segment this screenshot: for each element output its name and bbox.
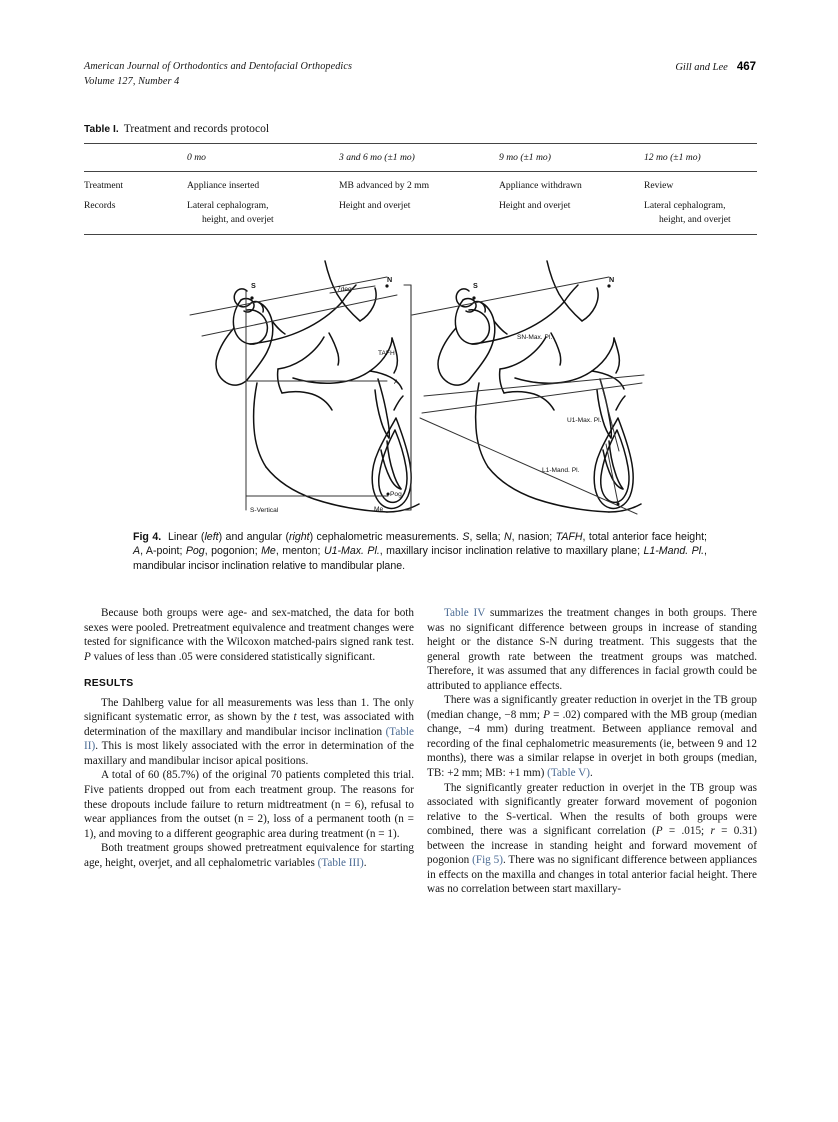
cell-treatment-0mo: Appliance inserted (187, 180, 260, 192)
text-dahlberg-a: The Dahlberg value for all measurements was less than 1. The only significant systematic error, as shown by the (84, 696, 414, 724)
journal-title: American Journal of Orthodontics and Dentofacial Orthopedics (84, 61, 353, 72)
label-S-right: S (473, 281, 478, 290)
sn-line-left (190, 277, 387, 315)
table-row (84, 192, 757, 233)
paragraph-overjet-reduction (427, 693, 757, 780)
italic-r: r (710, 825, 715, 838)
text-overjet-c: . (589, 767, 593, 780)
text-pog-a: The significantly greater reduction in overjet in the TB group was associated with significantly greater forward movement of pogonion relative to the S-vertical. When the results of both groups were combined, there was a significant correlation ( (427, 781, 757, 838)
col-header-blank (84, 144, 187, 172)
text-overjet-a: There was a significantly greater reduction in overjet in the TB group (median change, −8 mm; (427, 694, 757, 721)
table-title: Treatment and records protocol (123, 122, 270, 135)
label-U1-Max-Pl: U1-Max. Pl. (567, 417, 602, 424)
label-N-left: N (387, 275, 393, 284)
dot-N-right (607, 284, 610, 287)
u1-long-axis (600, 379, 619, 451)
cell-treatment-9mo: Appliance withdrawn (499, 180, 582, 192)
table-bottom-rule (84, 234, 757, 235)
col-header-9mo: 9 mo (±1 mo) (499, 152, 551, 163)
italic-P-3: P (655, 825, 663, 838)
cell-records-0mo (187, 192, 339, 233)
cell-records-12mo (644, 192, 757, 233)
dot-S-right (472, 296, 475, 299)
dot-N-left (385, 284, 388, 287)
label-N-right: N (609, 275, 615, 284)
col-header-12mo: 12 mo (±1 mo) (644, 152, 701, 163)
text-equivalence-a: Both treatment groups showed pretreatment equivalence for starting age, height, overjet, and all cephalometric variables (84, 842, 414, 869)
body-column-right (427, 606, 757, 897)
label-SN-Max-Pl: SN-Max. Pl. (517, 334, 553, 341)
xref-table-2[interactable]: (Table II) (84, 725, 414, 753)
dot-Pog (387, 493, 390, 496)
paragraph-pogonion-correlation (427, 781, 757, 897)
row-label-treatment: Treatment (84, 180, 124, 192)
cell-records-12mo-line1: Lateral cephalogram, (644, 200, 726, 212)
text-pog-d: . There was no significant difference between appliances in effects on the maxilla and changes in total anterior facial height. There was no correlation between start maxillary- (427, 854, 758, 896)
table-head (84, 144, 757, 172)
paragraph-dahlberg (84, 696, 414, 769)
paragraph-statistics: Because both groups were age- and sex-matched, the data for both sexes were pooled. Pretreatment equivalence and treatment changes were tested for significance with the Wilcoxon matched-pairs signed rank test. P values of less than .05 were considered statistically significant. (84, 607, 414, 663)
xref-table-5[interactable]: (Table V) (547, 767, 590, 780)
figure-label: Fig 4. (133, 531, 162, 543)
label-TAFH: TAFH (378, 350, 395, 357)
heading-results: RESULTS (84, 678, 134, 690)
figure-caption-text: Linear (left) and angular (right) cephalometric measurements. S, sella; N, nasion; TAFH, total anterior face height; A, A-point; Pog, pogonion; Me, menton; U1-Max. Pl., maxillary incisor inclination relative to maxillary plane; L1-Mand. Pl., mandibular incisor inclination relative to mandibular plane. (133, 531, 707, 572)
body-column-left (84, 606, 414, 870)
figure-4-cephalometric-tracings (182, 258, 682, 520)
text-dahlberg-b: test, was associated with determination of the maxillary and mandibular incisor inclination (84, 711, 414, 738)
dot-S-left (250, 296, 253, 299)
authors-name: Gill and Lee (675, 62, 728, 73)
label-A-point: A (394, 379, 399, 386)
dot-Me-right (617, 503, 620, 506)
figure-caption (133, 530, 707, 573)
text-overjet-b: = .02) compared with the MB group (median change, −4 mm) during treatment. Between appliance removal and recording of the final cephalometric measurements (ie, between 9 and 12 months), there was a similar relapse in overjet in both groups (median, TB: +2 mm; MB: +1 mm) (427, 708, 757, 780)
figure-measure-labels (250, 286, 602, 514)
text-table4-a: summarizes the treatment changes in both groups. There was no significant difference between groups in increase of standing height or the distance S-N during treatment. This suggests that the general growth rate between the treatment groups was matched. Therefore, it was assumed that any differences in facial growth could be attributed to appliance effects. (427, 607, 757, 692)
label-L1-Mand-Pl: L1-Mand. Pl. (542, 467, 580, 474)
text-pog-c: = 0.31) between the increase in standing height and forward movement of pogonion (427, 825, 757, 867)
cell-records-9mo: Height and overjet (499, 200, 571, 212)
paragraph-table4-summary (427, 606, 757, 693)
italic-P-2: P (543, 708, 550, 721)
cell-treatment-12mo: Review (644, 180, 674, 192)
xref-fig-5[interactable]: (Fig 5) (472, 854, 503, 867)
row-label-records: Records (84, 200, 116, 212)
figure-point-labels (251, 275, 614, 290)
label-S-Vertical: S-Vertical (250, 507, 279, 514)
table-body (84, 172, 757, 234)
label-7deg: 7deg (337, 286, 352, 293)
right-tracing-outline (438, 261, 641, 512)
sn-line-right (412, 277, 609, 315)
cell-records-0mo-line1: Lateral cephalogram, (187, 200, 269, 212)
table-caption (84, 122, 757, 137)
text-dahlberg-c: . This is most likely associated with the error in determination of the maxillary and mandibular incisor apical positions. (84, 740, 414, 767)
italic-P: P (84, 650, 91, 663)
cell-records-3and6mo: Height and overjet (339, 200, 411, 212)
table-label: Table I. (84, 124, 119, 135)
treatment-protocol-table (84, 143, 757, 234)
text-equivalence-b: . (363, 856, 367, 869)
running-head (84, 60, 756, 96)
col-header-3and6mo: 3 and 6 mo (±1 mo) (339, 152, 415, 163)
page-number: 467 (736, 61, 756, 73)
label-Me: Me (374, 506, 384, 513)
table-header-row (84, 144, 757, 172)
volume-issue: Volume 127, Number 4 (84, 75, 180, 87)
xref-table-3[interactable]: (Table III) (317, 856, 364, 869)
table-block (84, 122, 757, 235)
label-S-left: S (251, 281, 256, 290)
running-head-journal (84, 60, 352, 89)
mandibular-plane-line (420, 418, 637, 514)
col-header-0mo: 0 mo (187, 152, 206, 163)
xref-table-4[interactable]: Table IV (444, 607, 486, 619)
italic-t: t (293, 711, 297, 724)
cell-treatment-3and6mo: MB advanced by 2 mm (339, 180, 430, 192)
label-Pog: Pog (390, 491, 402, 498)
text-pog-b: = .015; (662, 825, 711, 838)
cell-records-12mo-line2: height, and overjet (659, 213, 731, 225)
paragraph-dropouts: A total of 60 (85.7%) of the original 70 patients completed this trial. Five patients dropped out from each treatment group. The reasons for these dropouts include failure to return midtreatment (n = 6), refusal to wear appliances from the outset (n = 2), loss of a permanent tooth (n = 1), and moving to a different geographic area during treatment (n = 1). (84, 769, 414, 840)
cell-records-0mo-line2: height, and overjet (202, 213, 274, 225)
paragraph-equivalence (84, 841, 414, 870)
cephalogram-svg (182, 258, 682, 520)
table-row (84, 172, 757, 193)
running-head-authors-page (675, 60, 756, 76)
sn-max-angle-line (422, 383, 642, 413)
